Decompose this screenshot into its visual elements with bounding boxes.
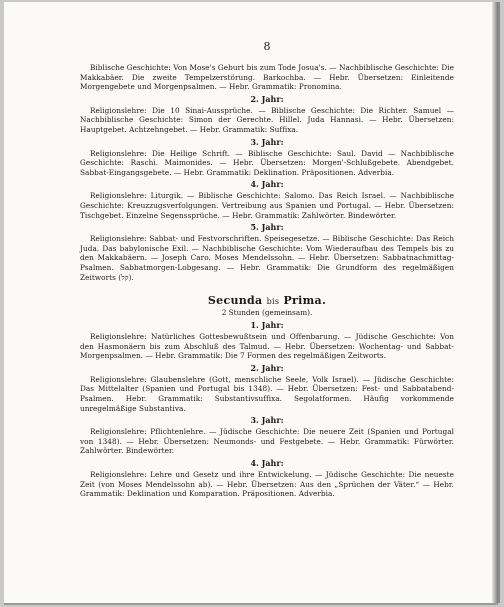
year-paragraph: Religionslehre: Pflichtenlehre. — Jüdische Geschichte: Die neuere Zeit (Spanien und Portugal von 1348). — Hebr. Übersetzen: Neumonds- und Festgebete. — Hebr. Grammatik: Fürwörter. Zahlwörter. Bindewörter. <box>80 427 454 456</box>
year-paragraph: Religionslehre: Liturgik. — Biblische Geschichte: Salomo. Das Reich Israel. — Nachbiblische Geschichte: Kreuzzugsverfolgungen. Vertreibung aus Spanien und Portugal. — Hebr. Übersetzen: Tischgebet. Einzelne Segenssprüche. — Hebr. Grammatik: Zahlwörter. Bindewörter. <box>80 191 454 220</box>
year-paragraph: Religionslehre: Die Heilige Schrift. — Biblische Geschichte: Saul. David — Nachbiblische Geschichte: Raschi. Maimonides. — Hebr. Übersetzen: Morgen'-Schlußgebete. Abendgebet. Sabbat-Eingangsgebete. — Hebr. Grammatik: Deklination. Präpositionen. Adverbia. <box>80 148 454 177</box>
year-paragraph: Religionslehre: Die 10 Sinai-Aussprüche. — Biblische Geschichte: Die Richter. Samuel — Nachbiblische Geschichte: Simon der Gerechte. Hillel. Juda Hannasi. — Hebr. Übersetzen: Hauptgebet. Achtzehngebet. — Hebr. Grammatik: Suffixa. <box>80 105 454 134</box>
year-heading: 3. Jahr: <box>250 415 284 426</box>
section-title-b: Prima. <box>283 294 327 308</box>
year-heading: 2. Jahr: <box>250 362 284 373</box>
intro-paragraph: Biblische Geschichte: Von Mose's Geburt bis zum Tode Josua's. — Nachbiblische Geschichte: Die Makkabäer. Die zweite Tempelzerstörung. Barkochba. — Hebr. Übersetzen: Einleitende Morgengebete und Morgenpsalmen. — Hebr. Grammatik: Pronomina. <box>80 63 454 92</box>
year-heading: 4. Jahr: <box>250 458 284 469</box>
year-heading: 1. Jahr: <box>250 320 284 331</box>
section-title <box>80 294 454 308</box>
year-paragraph: Religionslehre: Sabbat- und Festvorschriften. Speisegesetze. — Biblische Geschichte: Das Reich Juda. Das babylonische Exil. — Nachbiblische Geschichte: Vom Wiederaufbau des Tempels bis zu den Makkabäern. — Joseph Caro. Moses Mendelssohn. — Hebr. Übersetzen: Sabbatnachmittag-Psalmen. Sabbatmorgen-Lobgesang. — Hebr. Grammatik: Die Grundform des regelmäßigen Zeitworts (קל). <box>80 234 454 282</box>
document-page <box>4 2 498 603</box>
page-edge-shadow <box>492 2 498 603</box>
page-content <box>80 40 454 499</box>
year-paragraph: Religionslehre: Natürliches Gottesbewußtsein und Offenbarung. — Jüdische Geschichte: Von den Hasmonäern bis zum Abschluß des Talmud. — Hebr. Übersetzen: Wochentag- und Sabbat-Morgenpsalmen. — Hebr. Grammatik: Die 7 Formen des regelmäßigen Zeitworts. <box>80 332 454 361</box>
year-heading: 5. Jahr: <box>250 222 284 233</box>
year-heading: 4. Jahr: <box>250 179 284 190</box>
section-title-bis: bis <box>266 297 280 307</box>
section-title-a: Secunda <box>207 294 263 308</box>
year-paragraph: Religionslehre: Glaubenslehre (Gott, menschliche Seele, Volk Israel). — Jüdische Geschichte: Das Mittelalter (Spanien und Portugal bis 1348). — Hebr. Übersetzen: Fest- und Sabbatabend-Psalmen. Hebr. Grammatik: Substantivsuffixa. Segolatformen. Häufig vorkommende unregelmäßige Substantiva. <box>80 374 454 413</box>
page-number: 8 <box>263 40 271 53</box>
year-paragraph: Religionslehre: Lehre und Gesetz und ihre Entwickelung. — Jüdische Geschichte: Die neueste Zeit (von Moses Mendelssohn ab). — Hebr. Übersetzen: Aus den „Sprüchen der Väter.“ — Hebr. Grammatik: Deklination und Komparation. Präpositionen. Adverbia. <box>80 470 454 499</box>
section-subtitle: 2 Stunden (gemeinsam). <box>221 308 313 318</box>
year-heading: 2. Jahr: <box>250 93 284 104</box>
year-heading: 3. Jahr: <box>250 136 284 147</box>
